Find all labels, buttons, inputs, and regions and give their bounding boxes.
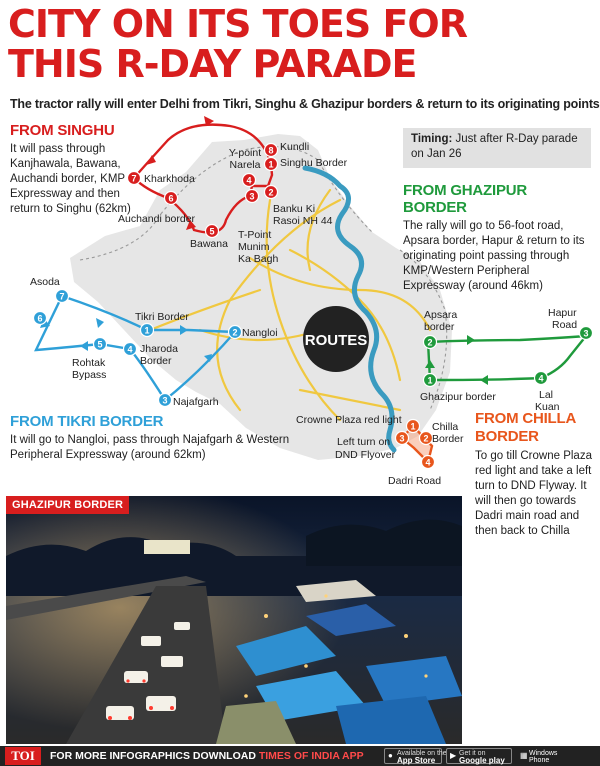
- singhu-section: [10, 122, 150, 217]
- label-t-point: T-Point: [238, 229, 272, 241]
- ghazipur-title: FROM GHAZIPUR BORDER: [403, 182, 528, 216]
- app-store-badge[interactable]: [384, 748, 447, 765]
- ghazipur-marker-3-number: 3: [583, 328, 589, 339]
- singhu-marker-4-number: 4: [246, 175, 252, 186]
- label-ghazipur: Ghazipur border: [420, 391, 496, 403]
- tikri-marker-2-number: 2: [232, 327, 238, 338]
- label-apsara-border: border: [424, 321, 455, 333]
- timing-label: Timing:: [411, 133, 453, 145]
- tikri-marker-3-number: 3: [162, 395, 168, 406]
- label-jharoda-border: Border: [140, 355, 172, 367]
- label-lal: Lal: [539, 389, 554, 401]
- label-hapur-road: Road: [552, 319, 578, 331]
- label-singhu: Singhu Border: [280, 157, 348, 169]
- routes-badge-label: ROUTES: [304, 332, 368, 349]
- chilla-title: FROM CHILLA BORDER: [475, 410, 576, 445]
- label-najafgarh: Najafgarh: [173, 396, 219, 408]
- photo-label: GHAZIPUR BORDER: [6, 496, 129, 514]
- singhu-marker-7-number: 7: [131, 173, 137, 184]
- label-auchandi: Auchandi border: [118, 213, 196, 225]
- toi-logo: TOI: [5, 747, 41, 765]
- label-kharkhoda: Kharkhoda: [144, 173, 195, 185]
- label-y-point: Y-point: [228, 147, 262, 159]
- app-store-label: App Store: [397, 756, 436, 765]
- windows-phone-badge[interactable]: [516, 748, 572, 764]
- singhu-title: FROM SINGHU: [10, 122, 115, 139]
- label-nangloi: Nangloi: [242, 327, 278, 339]
- footer-bar: [0, 746, 600, 766]
- tikri-marker-4-number: 4: [127, 344, 133, 355]
- singhu-marker-1-number: 1: [268, 159, 274, 170]
- tikri-title: FROM TIKRI BORDER: [10, 413, 164, 430]
- label-tikri: Tikri Border: [135, 311, 189, 323]
- chilla-section: [475, 410, 595, 539]
- singhu-body: It will pass through Kanjhawala, Bawana, Auchandi border, KMP Expressway and then return to Singhu (62km): [10, 143, 131, 215]
- singhu-marker-5-number: 5: [209, 226, 215, 237]
- google-play-label: Google play: [459, 756, 505, 765]
- label-munim: Munim: [238, 241, 270, 253]
- tikri-marker-5-number: 5: [97, 339, 103, 350]
- ghazipur-marker-4-number: 4: [538, 373, 544, 384]
- chilla-marker-4-number: 4: [425, 457, 431, 468]
- ghazipur-section: [403, 182, 593, 294]
- singhu-marker-2-number: 2: [268, 187, 274, 198]
- label-narela: Narela: [229, 159, 261, 171]
- label-dadri: Dadri Road: [388, 475, 442, 487]
- singhu-marker-6-number: 6: [168, 193, 174, 204]
- apple-icon: ●: [388, 751, 393, 760]
- chilla-body: To go till Crowne Plaza red light and take a left turn to DND Flyway. It will then go towards Dadri main road and then back to Chilla: [475, 450, 592, 537]
- tikri-marker-7-number: 7: [59, 291, 65, 302]
- tikri-section: [10, 413, 300, 463]
- google-play-icon: ▶: [450, 751, 457, 760]
- label-dnd: DND Flyover: [335, 449, 396, 461]
- label-hapur: Hapur: [548, 307, 577, 319]
- google-play-top: Get it on: [459, 750, 486, 757]
- label-bawana: Bawana: [190, 238, 228, 250]
- ghazipur-photo: [6, 496, 462, 744]
- subtitle: The tractor rally will enter Delhi from Tikri, Singhu & Ghazipur borders & return to its originating points: [10, 97, 600, 111]
- label-chilla: Chilla: [432, 421, 459, 433]
- promo-app: TIMES OF INDIA APP: [258, 750, 364, 762]
- headline: [8, 4, 592, 84]
- label-banku: Banku Ki: [273, 203, 316, 215]
- timing-box: [403, 128, 591, 168]
- chilla-marker-2-number: 2: [423, 433, 429, 444]
- label-crowne: Crowne Plaza red light: [296, 414, 402, 426]
- timing-text: Just after R-Day parade on Jan 26: [411, 133, 578, 160]
- windows-top: Windows: [529, 750, 558, 757]
- google-play-badge[interactable]: [446, 748, 512, 764]
- headline-line-2: THIS R-DAY PARADE: [8, 42, 417, 86]
- windows-label: Phone: [529, 757, 550, 764]
- ghazipur-marker-2-number: 2: [427, 337, 433, 348]
- tikri-marker-6-number: 6: [37, 313, 43, 324]
- ghazipur-photo-scene: [6, 496, 462, 744]
- label-left-turn: Left turn on: [337, 436, 391, 448]
- label-bypass: Bypass: [72, 369, 107, 381]
- tikri-marker-1-number: 1: [144, 325, 150, 336]
- chilla-marker-3-number: 3: [399, 433, 405, 444]
- app-store-top: Available on the: [397, 750, 447, 757]
- label-chilla-border: Border: [432, 433, 464, 445]
- ghazipur-marker-1-number: 1: [427, 375, 433, 386]
- footer-promo: [50, 750, 364, 762]
- ghazipur-body: The rally will go to 56-foot road, Apsara border, Hapur & return to its originating point passing through KMP/Western Peripheral Expressway (around 46km): [403, 220, 585, 292]
- chilla-marker-1-number: 1: [410, 421, 416, 432]
- promo-text: FOR MORE INFOGRAPHICS DOWNLOAD: [50, 750, 259, 762]
- ghazipur-route: [428, 336, 586, 380]
- singhu-marker-3-number: 3: [249, 191, 255, 202]
- label-rohtak: Rohtak: [72, 357, 106, 369]
- tikri-body: It will go to Nangloi, pass through Najafgarh & Western Peripheral Expressway (around 62km): [10, 434, 290, 461]
- label-jharoda: Jharoda: [140, 343, 178, 355]
- label-asoda: Asoda: [30, 276, 60, 288]
- singhu-marker-8-number: 8: [268, 145, 274, 156]
- label-kundli: Kundli: [280, 141, 310, 153]
- windows-icon: ▦: [520, 751, 528, 760]
- label-ka-bagh: Ka Bagh: [238, 253, 279, 265]
- label-apsara: Apsara: [424, 309, 458, 321]
- label-rasoi: Rasoi NH 44: [273, 215, 333, 227]
- label-kuan: Kuan: [535, 401, 560, 413]
- headline-line-1: CITY ON ITS TOES FOR: [8, 2, 467, 46]
